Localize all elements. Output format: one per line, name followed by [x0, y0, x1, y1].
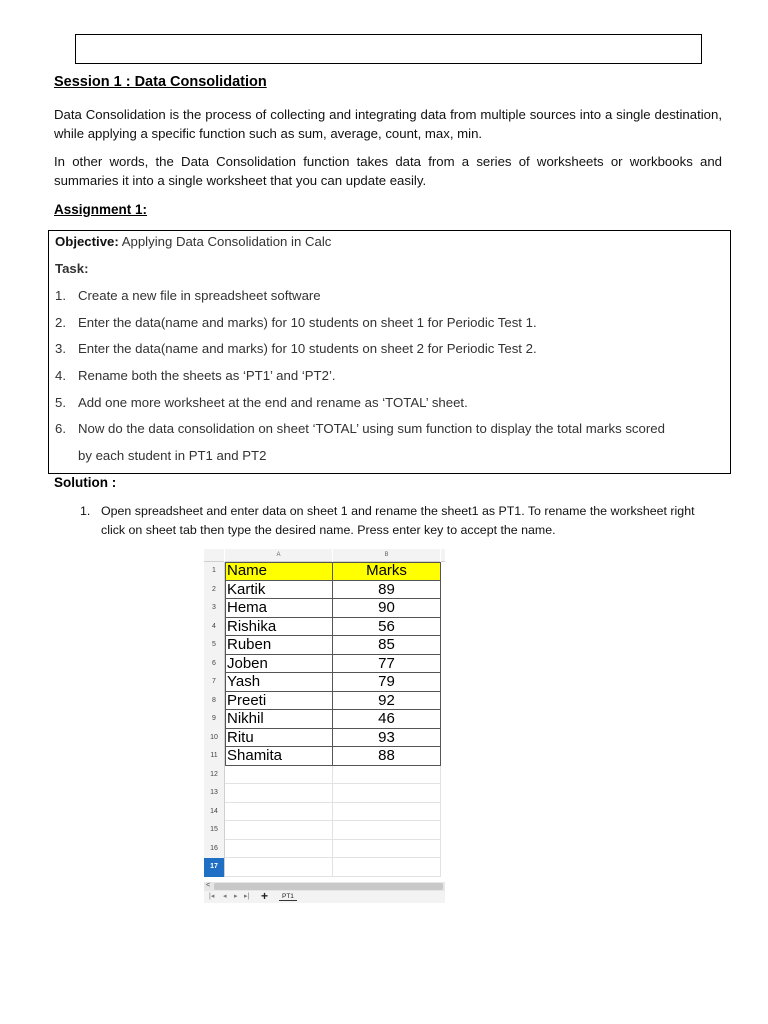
- solution-step-number: 1.: [80, 504, 91, 518]
- task-number: 2.: [55, 315, 66, 330]
- marks-cell[interactable]: 92: [333, 692, 441, 711]
- row-header[interactable]: 16: [204, 840, 225, 859]
- row-header[interactable]: 5: [204, 636, 225, 655]
- row-header[interactable]: 12: [204, 766, 225, 785]
- name-cell[interactable]: Joben: [225, 655, 333, 674]
- session-title: Session 1 : Data Consolidation: [54, 74, 267, 90]
- name-cell[interactable]: Nikhil: [225, 710, 333, 729]
- column-header-b[interactable]: B: [333, 549, 440, 562]
- name-cell[interactable]: [225, 858, 333, 877]
- header-cell-marks[interactable]: Marks: [333, 562, 441, 581]
- spreadsheet: [204, 549, 445, 903]
- row-header[interactable]: 10: [204, 729, 225, 748]
- name-cell[interactable]: Preeti: [225, 692, 333, 711]
- prev-sheet-icon[interactable]: ◂: [223, 893, 227, 900]
- corner-cell[interactable]: [204, 549, 224, 562]
- marks-cell[interactable]: [333, 821, 441, 840]
- task-number: 4.: [55, 368, 66, 383]
- task-text: Rename both the sheets as ‘PT1’ and ‘PT2’.: [78, 368, 336, 383]
- marks-cell[interactable]: 88: [333, 747, 441, 766]
- marks-cell[interactable]: 85: [333, 636, 441, 655]
- solution-step-text: Open spreadsheet and enter data on sheet 1 and rename the sheet1 as PT1. To rename the worksheet right click on sheet tab then type the desired name. Press enter key to accept the name.: [101, 504, 695, 537]
- task-number: 3.: [55, 341, 66, 356]
- objective-line: [55, 234, 331, 249]
- name-cell[interactable]: Yash: [225, 673, 333, 692]
- name-cell[interactable]: [225, 821, 333, 840]
- marks-cell[interactable]: 90: [333, 599, 441, 618]
- marks-cell[interactable]: 77: [333, 655, 441, 674]
- row-header[interactable]: 1: [204, 562, 225, 581]
- first-sheet-icon[interactable]: |◂: [209, 893, 215, 900]
- name-cell[interactable]: [225, 766, 333, 785]
- header-cell-name[interactable]: Name: [225, 562, 333, 581]
- row-header[interactable]: 13: [204, 784, 225, 803]
- row-header[interactable]: 17: [204, 858, 225, 877]
- name-cell[interactable]: Hema: [225, 599, 333, 618]
- marks-cell[interactable]: 56: [333, 618, 441, 637]
- task-number: 1.: [55, 288, 66, 303]
- header-box: [75, 34, 702, 64]
- marks-cell[interactable]: [333, 840, 441, 859]
- intro-paragraph: Data Consolidation is the process of collecting and integrating data from multiple sources into a single destination, while applying a specific function such as sum, average, count, max, min.: [54, 107, 722, 141]
- assignment-title: Assignment 1:: [54, 202, 148, 217]
- row-header[interactable]: 14: [204, 803, 225, 822]
- name-cell[interactable]: [225, 803, 333, 822]
- marks-cell[interactable]: 46: [333, 710, 441, 729]
- task-text: Create a new file in spreadsheet software: [78, 288, 321, 303]
- column-header-filler: [441, 549, 445, 562]
- marks-cell[interactable]: 79: [333, 673, 441, 692]
- marks-cell[interactable]: [333, 784, 441, 803]
- last-sheet-icon[interactable]: ▸|: [244, 893, 250, 900]
- marks-cell[interactable]: 93: [333, 729, 441, 748]
- row-header[interactable]: 11: [204, 747, 225, 766]
- scroll-left-icon[interactable]: <: [206, 882, 211, 889]
- row-header[interactable]: 3: [204, 599, 225, 618]
- row-header[interactable]: 2: [204, 581, 225, 600]
- marks-cell[interactable]: 89: [333, 581, 441, 600]
- explanation-paragraph: In other words, the Data Consolidation function takes data from a series of worksheets or workbooks and summaries it into a single worksheet that you can update easily.: [54, 154, 722, 188]
- row-header[interactable]: 6: [204, 655, 225, 674]
- task-number: 5.: [55, 395, 66, 410]
- marks-cell[interactable]: [333, 803, 441, 822]
- objective-label: Objective:: [55, 234, 119, 249]
- task-box: [48, 230, 731, 474]
- sheet-tab-bar: [204, 891, 445, 903]
- column-header-a[interactable]: A: [225, 549, 332, 562]
- scrollbar-thumb[interactable]: [214, 883, 443, 890]
- task-text: Now do the data consolidation on sheet ‘TOTAL’ using sum function to display the total marks scored: [78, 421, 665, 436]
- horizontal-scrollbar[interactable]: [204, 882, 445, 891]
- marks-cell[interactable]: [333, 766, 441, 785]
- next-sheet-icon[interactable]: ▸: [234, 893, 238, 900]
- task-text: Add one more worksheet at the end and rename as ‘TOTAL’ sheet.: [78, 395, 468, 410]
- name-cell[interactable]: Rishika: [225, 618, 333, 637]
- name-cell[interactable]: Shamita: [225, 747, 333, 766]
- name-cell[interactable]: Ritu: [225, 729, 333, 748]
- name-cell[interactable]: [225, 784, 333, 803]
- objective-text: Applying Data Consolidation in Calc: [118, 234, 332, 249]
- row-header[interactable]: 8: [204, 692, 225, 711]
- task-text: Enter the data(name and marks) for 10 students on sheet 2 for Periodic Test 2.: [78, 341, 537, 356]
- task-text: by each student in PT1 and PT2: [78, 448, 267, 463]
- sheet-tab-pt1[interactable]: PT1: [279, 893, 297, 901]
- row-header[interactable]: 4: [204, 618, 225, 637]
- row-header[interactable]: 15: [204, 821, 225, 840]
- task-label: Task:: [55, 261, 89, 276]
- marks-cell[interactable]: [333, 858, 441, 877]
- name-cell[interactable]: Kartik: [225, 581, 333, 600]
- task-text: Enter the data(name and marks) for 10 students on sheet 1 for Periodic Test 1.: [78, 315, 537, 330]
- name-cell[interactable]: Ruben: [225, 636, 333, 655]
- add-sheet-icon[interactable]: +: [261, 889, 269, 903]
- row-header[interactable]: 7: [204, 673, 225, 692]
- solution-label: Solution :: [54, 475, 117, 490]
- name-cell[interactable]: [225, 840, 333, 859]
- row-header[interactable]: 9: [204, 710, 225, 729]
- task-number: 6.: [55, 421, 66, 436]
